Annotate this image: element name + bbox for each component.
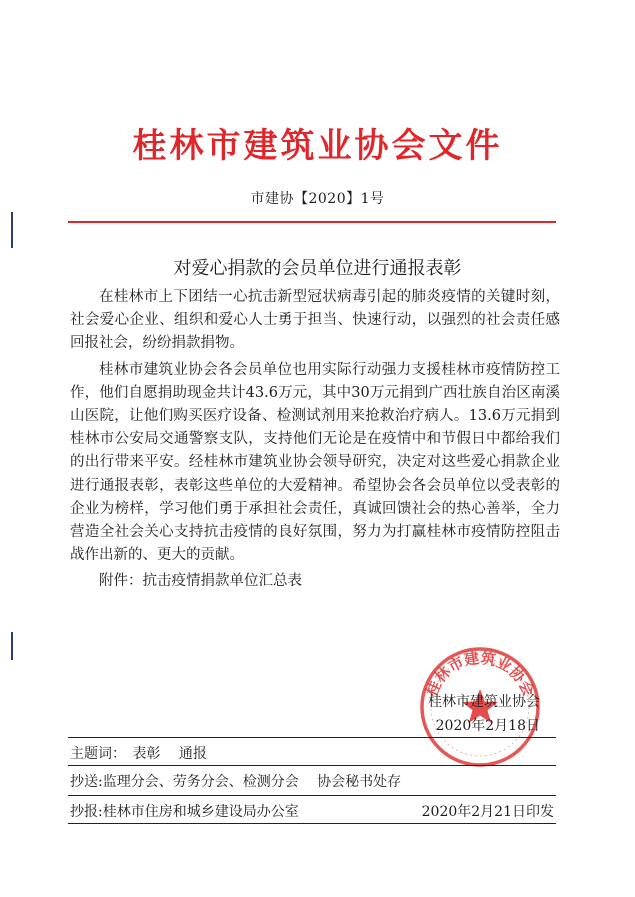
keywords-row bbox=[70, 743, 554, 763]
document-subject: 对爱心捐款的会员单位进行通报表彰 bbox=[173, 258, 462, 279]
keywords-label: 主题词： bbox=[70, 746, 126, 762]
footer-divider bbox=[68, 795, 556, 796]
attachment-note: 附件：抗击疫情捐款单位汇总表 bbox=[99, 573, 302, 590]
keyword: 通报 bbox=[178, 746, 207, 762]
signature-date: 2020年2月18日 bbox=[435, 718, 540, 734]
body-paragraph: 在桂林市上下团结一心抗击新型冠状病毒引起的肺炎疫情的关键时刻，社会爱心企业、组织和爱心人士勇于担当、快速行动，以强烈的社会责任感回报社会，纷纷捐款捐物。 bbox=[70, 289, 560, 352]
signature-block bbox=[428, 690, 540, 738]
seal-text: 桂林市建筑业协会 bbox=[422, 649, 538, 699]
scan-edge-mark bbox=[11, 632, 13, 660]
body-paragraph: 桂林市建筑业协会各会员单位也用实际行动强力支援桂林市疫情防控工作，他们自愿捐助现金共计43.6万元，其中30万元捐到广西壮族自治区南溪山医院，让他们购买医疗设备、检测试剂用来抢救治疗病人。13.6万元捐到桂林市公安局交通警察支队，支持他们无论是在疫情中和节假日中都给我们的出行带来平安。经桂林市建筑业协会领导研究，决定对这些爱心捐款企业进行通报表彰，表彰这些单位的大爱精神。希望协会各会员单位以受表彰的企业为榜样，学习他们勇于承担社会责任，真诚回馈社会的热心善举，全力营造全社会关心支持抗击疫情的良好氛围，努力为打赢桂林市疫情防控阻击战作出新的、更大的贡献。 bbox=[70, 361, 560, 564]
keyword: 表彰 bbox=[132, 746, 161, 762]
cc-label: 抄送: bbox=[70, 774, 103, 790]
document-number: 市建协【2020】1号 bbox=[250, 191, 385, 207]
signature-org: 桂林市建筑业协会 bbox=[428, 694, 540, 710]
cc-item: 协会秘书处存 bbox=[317, 774, 402, 790]
report-recipient: 桂林市住房和城乡建设局办公室 bbox=[102, 804, 299, 820]
cc-item: 监理分会、劳务分会、检测分会 bbox=[102, 774, 299, 790]
report-row bbox=[70, 801, 554, 821]
footer-divider bbox=[68, 823, 556, 824]
document-body bbox=[70, 286, 560, 597]
footer-divider bbox=[68, 765, 556, 766]
report-label: 抄报: bbox=[70, 804, 103, 820]
print-date: 2020年2月21日印发 bbox=[421, 804, 554, 820]
footer-divider bbox=[68, 737, 556, 738]
document-header-title: 桂林市建筑业协会文件 bbox=[132, 126, 503, 166]
cc-row bbox=[70, 771, 554, 791]
scan-edge-mark bbox=[11, 212, 13, 248]
header-divider bbox=[68, 221, 556, 223]
